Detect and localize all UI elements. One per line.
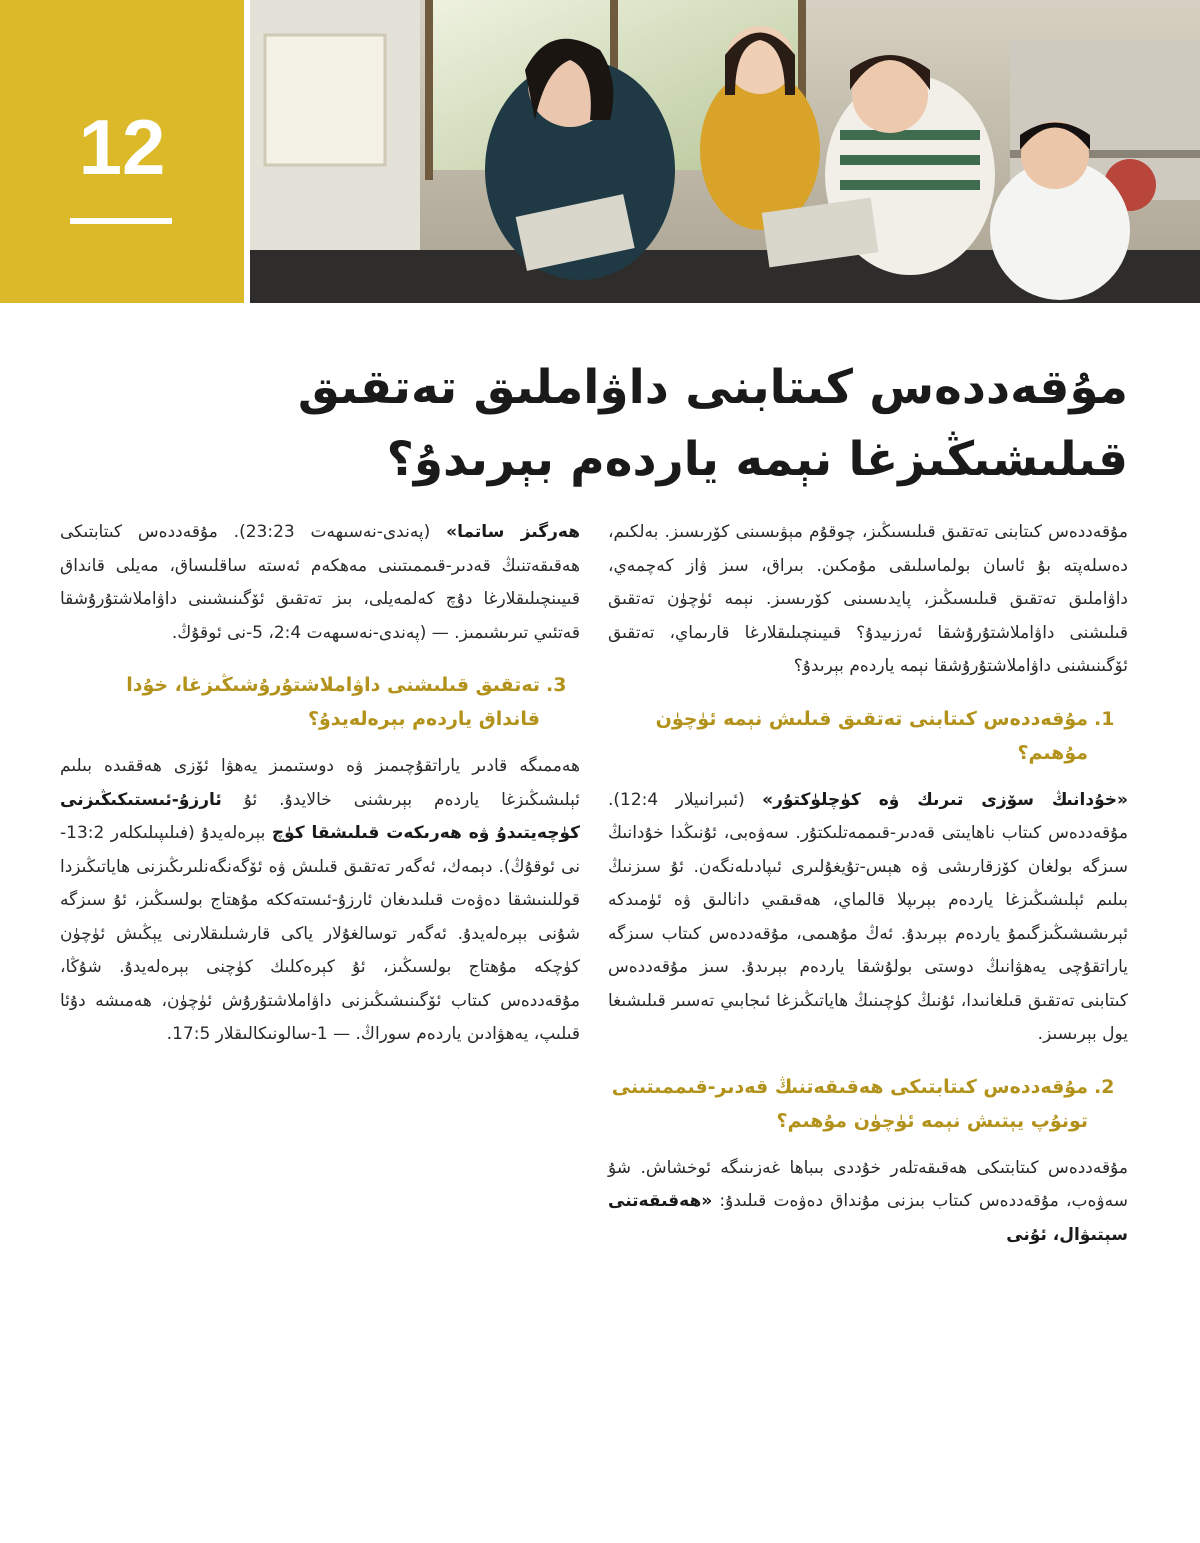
section-2-number: .2: [1094, 1075, 1115, 1098]
section-1-body: (ئىبرانىيلار 12:4). مۇقەددەس كىتاب ناھايىتى قەدىر-قىممەتلىكتۇر. سەۋەبى، ئۇنىڭدا خۇدانىڭ سىزگە بولغان كۆزقارىشى ۋە ھېس-تۇيغۇلىرى ئىپادىلەنگەن. ئۇ سىزنىڭ بىلىم ئېلىشىڭىزغا ياردەم بېرىپلا قالماي، ھەقىقىي دانالىق ۋە ئۈمىدكە ئېرىشىشىڭىزگىمۇ ياردەم بېرىدۇ. ئەڭ مۇھىمى، مۇقەددەس كىتاب سىزگە ياراتقۇچى يەھۋانىڭ دوستى بولۇشقا ياردەم بېرىدۇ. سىز مۇقەددەس كىتابنى تەتقىق قىلغانىدا، ئۇنىڭ كۈچىنىڭ ھاياتىڭىزغا ئىجابىي تەسىر قىلىشىغا يول بېرىسىز.: [608, 789, 1128, 1044]
header-photo: [250, 0, 1200, 303]
lesson-number-block: [0, 0, 244, 303]
continuation-bold-quote: ھەرگىز ساتما»: [446, 522, 580, 542]
section-1-bold-quote: «خۇدانىڭ سۆزى تىرىك ۋە كۈچلۈكتۇر»: [762, 789, 1128, 810]
continuation-paragraph: [60, 516, 580, 650]
right-column: [608, 516, 1128, 1252]
section-1-paragraph: [608, 784, 1128, 1052]
header: [0, 0, 1200, 303]
section-3-question: [60, 668, 580, 736]
section-2-bold-quote: «ھەقىقەتنى سېتىۋال، ئۇنى: [608, 1191, 1128, 1245]
section-1-question-text: مۇقەددەس كىتابنى تەتقىق قىلىش نېمە ئۈچۈن مۇھىم؟: [655, 707, 1088, 764]
section-2-body: مۇقەددەس كىتابتىكى ھەقىقەتلەر خۇددى بىباھا غەزىنىگە ئوخشاش. شۇ سەۋەب، مۇقەددەس كىتاب بىزنى مۇنداق دەۋەت قىلىدۇ:: [608, 1157, 1128, 1211]
section-1-number: .1: [1094, 707, 1115, 730]
family-bible-study-photo: [250, 0, 1200, 303]
section-1-question: [608, 702, 1128, 770]
page-title: مۇقەددەس كىتابنى داۋاملىق تەتقىق قىلىشىڭىزغا نېمە ياردەم بېرىدۇ؟: [297, 360, 1128, 487]
left-column: [60, 516, 580, 1052]
section-3-bold-phrase: ئارزۇ-ئىستىكىڭىزنى كۈچەيتىدۇ ۋە ھەرىكەت قىلىشقا كۈچ: [60, 789, 580, 843]
section-3-question-text: تەتقىق قىلىشنى داۋاملاشتۇرۇشىڭىزغا، خۇدا قانداق ياردەم بېرەلەيدۇ؟: [126, 674, 540, 730]
intro-paragraph: مۇقەددەس كىتابنى تەتقىق قىلىسىڭىز، چوقۇم مېۋىسىنى كۆرىسىز. بەلكىم، دەسلەپتە بۇ ئاسان بولماسلىقى مۇمكىن. بىراق، سىز ۋاز كەچمەي، داۋاملىق تەتقىق قىلىسىڭىز، پايدىسىنى كۆرىسىز. نېمە ئۈچۈن تەتقىق قىلىشنى داۋاملاشتۇرۇشقا ئەرزىيدۇ؟ قىيىنچىلىقلارغا قارىماي، تەتقىق ئۆگىنىشنى داۋاملاشتۇرۇشقا نېمە ياردەم بېرىدۇ؟: [608, 522, 1128, 676]
continuation-body: (پەندى-نەسىھەت 23:23). مۇقەددەس كىتابتىكى ھەقىقەتنىڭ قەدىر-قىممىتىنى مەھكەم ئەستە ساقلىساق، مەيلى قانداق قىيىنچىلىقلارغا دۇچ كەلمەيلى، بىز تەتقىق ئۆگىنىشىنى داۋاملاشتۇرۇشقا قەتئىي تىرىشىمىز. — (پەندى-نەسىھەت 2:4، 5-نى ئوقۇڭ.: [60, 522, 580, 643]
section-3-body-a: ھەممىگە قادىر ياراتقۇچىمىز ۋە دوستىمىز يەھۋا ئۆزى ھەققىدە بىلىم ئېلىشىڭىزغا ياردەم بېرىشنى خالايدۇ. ئۇ: [60, 756, 580, 810]
section-3-number: .3: [546, 674, 567, 696]
section-2-question: [608, 1070, 1128, 1138]
lesson-number: 12: [78, 103, 166, 191]
section-3-body-b: بېرەلەيدۇ (فىلىپىلىكلەر 13:2-نى ئوقۇڭ). دېمەك، ئەگەر تەتقىق قىلىش ۋە ئۆگەنگەنلىرىڭىزنى ھاياتىڭىزدا قوللىنىشقا دەۋەت قىلىدىغان ئارزۇ-ئىستەككە مۇھتاج بولسىڭىز، ئۇ سىزگە شۇنى بېرەلەيدۇ. ئەگەر توسالغۇلار ياكى قارشىلىقلارنى يېڭىش ئۈچۈن كۈچكە مۇھتاج بولسىڭىز، ئۇ كېرەكلىك كۈچنى بېرەلەيدۇ. شۇڭا، مۇقەددەس كىتاب ئۆگىنىشىڭىزنى داۋاملاشتۇرۇش ئۈچۈن، ھەمىشە دۇئا قىلىپ، يەھۋادىن ياردەم سوراڭ. — 1-سالونىكالىقلار 17:5.: [60, 823, 580, 1044]
section-3-paragraph: [60, 750, 580, 1052]
lesson-number-underline: [70, 218, 172, 224]
section-2-paragraph: [608, 1152, 1128, 1253]
section-2-question-text: مۇقەددەس كىتابتىكى ھەقىقەتنىڭ قەدىر-قىممىتىنى تونۇپ يېتىش نېمە ئۈچۈن مۇھىم؟: [611, 1075, 1088, 1132]
